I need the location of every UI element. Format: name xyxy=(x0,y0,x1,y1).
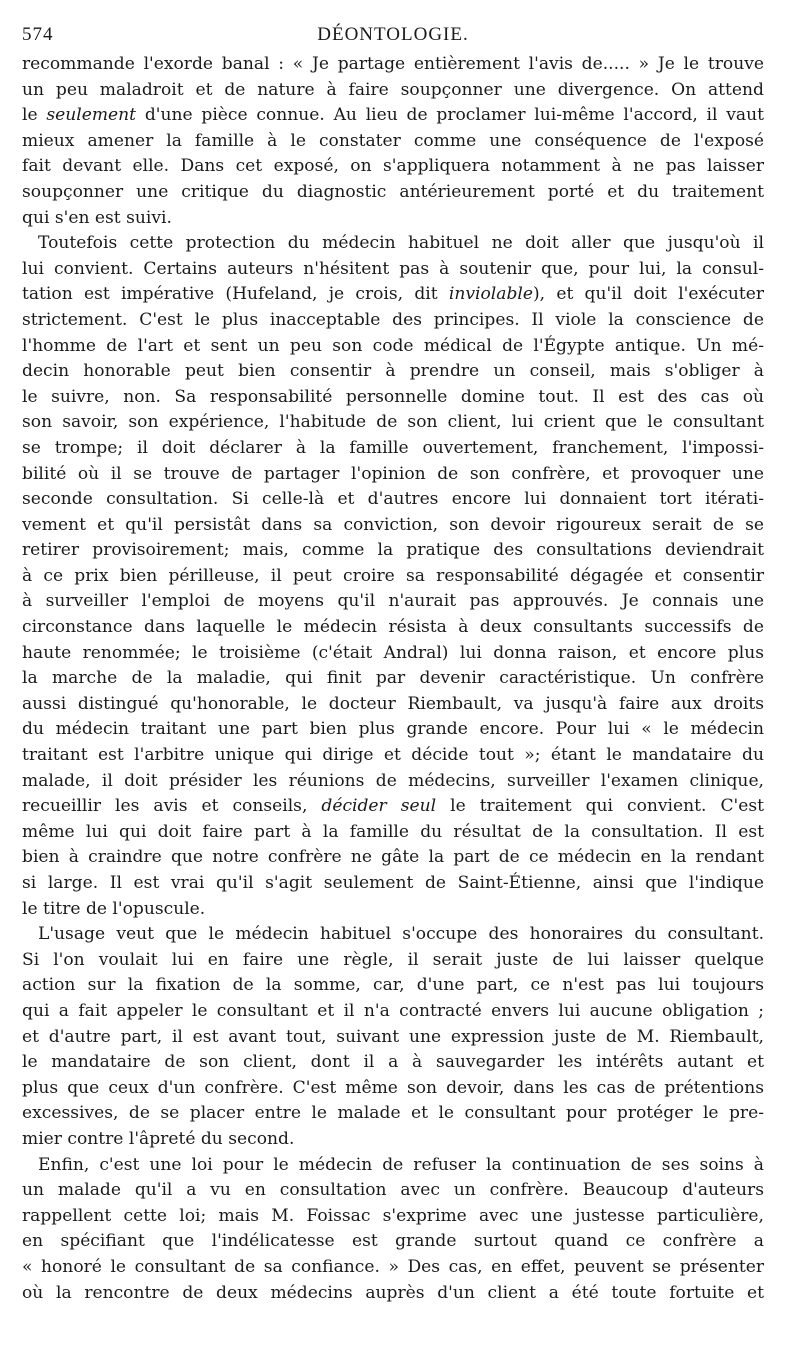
text-line: bilité où il se trouve de partager l'opinion de son confrère, et provoquer une xyxy=(22,463,764,484)
text-line: se trompe; il doit déclarer à la famille ouvertement, franchement, l'impossi- xyxy=(22,437,764,458)
page-header xyxy=(22,22,764,52)
text-line: l'homme de l'art et sent un peu son code médical de l'Égypte antique. Un mé- xyxy=(22,335,764,356)
text-line: du médecin traitant une part bien plus grande encore. Pour lui « le médecin xyxy=(22,719,764,740)
text-line: recommande l'exorde banal : « Je partage entièrement l'avis de..... » Je le trouve xyxy=(22,54,764,74)
text-line: le seulement d'une pièce connue. Au lieu de proclamer lui-même l'accord, il vaut xyxy=(22,105,764,126)
body-text xyxy=(22,52,764,1306)
text-line: Si l'on voulait lui en faire une règle, il serait juste de lui laisser quelque xyxy=(22,949,764,970)
text-line: lui convient. Certains auteurs n'hésitent pas à soutenir que, pour lui, la consul- xyxy=(22,258,764,279)
book-page xyxy=(22,22,764,1306)
text-line: plus que ceux d'un confrère. C'est même son devoir, dans les cas de prétentions xyxy=(22,1077,764,1098)
text-line: qui s'en est suivi. xyxy=(22,207,172,228)
text-line: qui a fait appeler le consultant et il n'a contracté envers lui aucune obligation ; xyxy=(22,1000,764,1021)
text-line: « honoré le consultant de sa confiance. » Des cas, en effet, peuvent se présenter xyxy=(22,1256,764,1277)
paragraph xyxy=(22,231,764,922)
text-line: un malade qu'il a vu en consultation avec un confrère. Beaucoup d'auteurs xyxy=(22,1180,764,1201)
text-line: un peu maladroit et de nature à faire soupçonner une divergence. On attend xyxy=(22,79,764,100)
text-line: aussi distingué qu'honorable, le docteur Riembault, va jusqu'à faire aux droits xyxy=(22,693,764,714)
italic-term: seulement xyxy=(46,105,137,126)
text-line: haute renommée; le troisième (c'était Andral) lui donna raison, et encore plus xyxy=(22,642,764,663)
text-line: où la rencontre de deux médecins auprès d'un client a été toute fortuite et xyxy=(22,1282,764,1303)
text-line: tation est impérative (Hufeland, je crois, dit inviolable), et qu'il doit l'exécuter xyxy=(22,284,764,305)
text-line: traitant est l'arbitre unique qui dirige et décide tout »; étant le mandataire du xyxy=(22,745,764,766)
text-line: le mandataire de son client, dont il a à sauvegarder les intérêts autant et xyxy=(22,1052,764,1073)
text-line: L'usage veut que le médecin habituel s'occupe des honoraires du consultant. xyxy=(38,924,764,945)
text-line: la marche de la maladie, qui finit par devenir caractéristique. Un confrère xyxy=(22,668,764,689)
text-line: Toutefois cette protection du médecin habituel ne doit aller que jusqu'où il xyxy=(38,233,764,254)
text-line: vement et qu'il persistât dans sa conviction, son devoir rigoureux serait de se xyxy=(22,514,764,535)
text-line: Enfin, c'est une loi pour le médecin de refuser la continuation de ses soins à xyxy=(38,1154,764,1175)
text-line: le suivre, non. Sa responsabilité personnelle domine tout. Il est des cas où xyxy=(22,386,764,407)
text-line: et d'autre part, il est avant tout, suivant une expression juste de M. Riembault, xyxy=(22,1026,764,1047)
paragraph xyxy=(22,1153,764,1307)
text-line: le titre de l'opuscule. xyxy=(22,898,206,919)
text-line: recueillir les avis et conseils, décider seul le traitement qui convient. C'est xyxy=(22,796,764,817)
italic-term: inviolable xyxy=(448,284,533,305)
text-line: bien à craindre que notre confrère ne gâte la part de ce médecin en la rendant xyxy=(22,847,764,868)
text-line: même lui qui doit faire part à la famille du résultat de la consultation. Il est xyxy=(22,821,764,842)
text-line: seconde consultation. Si celle-là et d'autres encore lui donnaient tort itérati- xyxy=(22,489,764,510)
paragraph xyxy=(22,922,764,1152)
paragraph xyxy=(22,52,764,231)
text-line: fait devant elle. Dans cet exposé, on s'appliquera notamment à ne pas laisser xyxy=(22,156,764,177)
text-line: soupçonner une critique du diagnostic antérieurement porté et du traitement xyxy=(22,181,764,202)
running-title: DÉONTOLOGIE. xyxy=(317,24,469,45)
text-line: mier contre l'âpreté du second. xyxy=(22,1128,295,1149)
text-line: strictement. C'est le plus inacceptable des principes. Il viole la conscience de xyxy=(22,309,764,330)
text-line: action sur la fixation de la somme, car, d'une part, ce n'est pas lui toujours xyxy=(22,975,764,996)
text-line: retirer provisoirement; mais, comme la pratique des consultations deviendrait xyxy=(22,540,764,561)
text-line: malade, il doit présider les réunions de médecins, surveiller l'examen clinique, xyxy=(22,770,764,791)
text-line: son savoir, son expérience, l'habitude de son client, lui crient que le consultant xyxy=(22,412,764,433)
text-line: à ce prix bien périlleuse, il peut croire sa responsabilité dégagée et consentir xyxy=(22,565,764,586)
text-line: decin honorable peut bien consentir à prendre un conseil, mais s'obliger à xyxy=(22,361,764,382)
text-line: rappellent cette loi; mais M. Foissac s'exprime avec une justesse particulière, xyxy=(22,1205,764,1226)
text-line: circonstance dans laquelle le médecin résista à deux consultants successifs de xyxy=(22,617,764,638)
italic-term: décider seul xyxy=(321,796,437,817)
page-number: 574 xyxy=(22,24,54,45)
text-line: mieux amener la famille à le constater comme une conséquence de l'exposé xyxy=(22,130,764,151)
text-line: excessives, de se placer entre le malade et le consultant pour protéger le pre- xyxy=(22,1103,764,1124)
text-line: si large. Il est vrai qu'il s'agit seulement de Saint-Étienne, ainsi que l'indique xyxy=(22,873,764,893)
text-line: en spécifiant que l'indélicatesse est grande surtout quand ce confrère a xyxy=(22,1231,764,1252)
text-line: à surveiller l'emploi de moyens qu'il n'aurait pas approuvés. Je connais une xyxy=(22,591,764,612)
